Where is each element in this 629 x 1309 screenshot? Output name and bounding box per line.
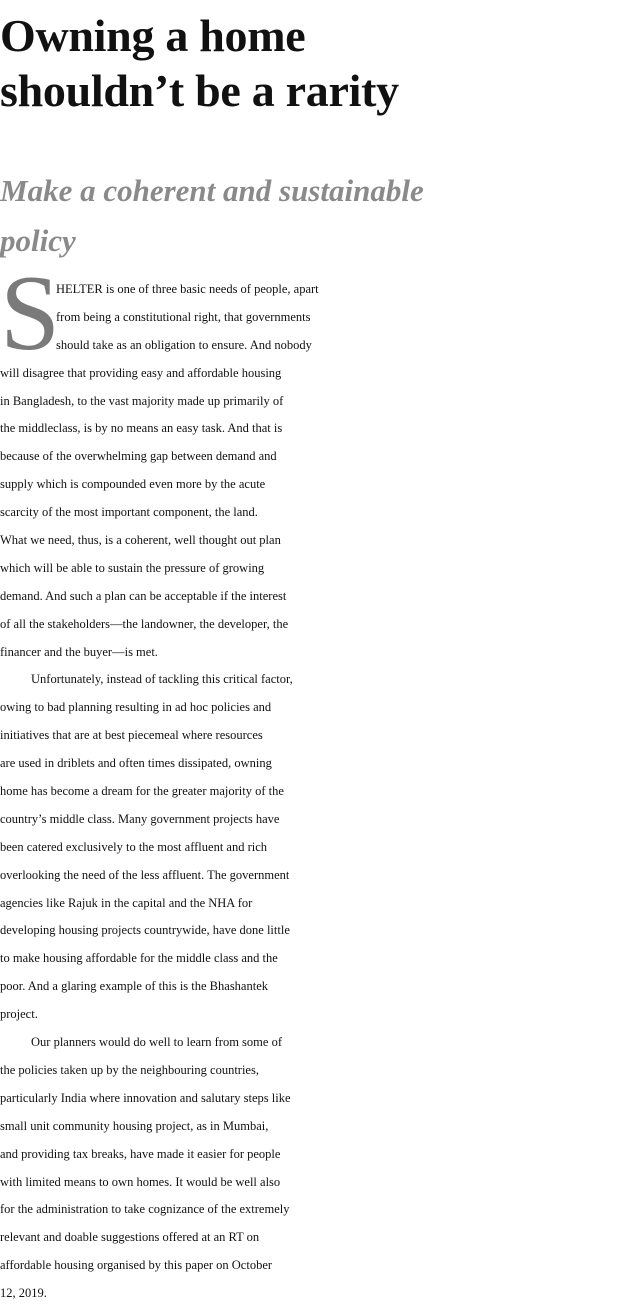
body-line: which will be able to sustain the pressure of growing bbox=[0, 560, 265, 575]
body-line: 12, 2019. bbox=[0, 1286, 47, 1301]
body-line: HELTER is one of three basic needs of people, apart bbox=[56, 282, 319, 296]
paragraph-1 bbox=[0, 276, 629, 666]
headline-line: shouldn’t be a rarity bbox=[0, 65, 399, 116]
body-line: to make housing affordable for the middle class and the bbox=[0, 951, 278, 966]
body-line: are used in driblets and often times dissipated, owning bbox=[0, 756, 272, 771]
body-line: financer and the buyer—is met. bbox=[0, 644, 158, 659]
body-line: owing to bad planning resulting in ad hoc policies and bbox=[0, 700, 272, 715]
body-line: scarcity of the most important component, the land. bbox=[0, 505, 258, 520]
body-line: of all the stakeholders—the landowner, the developer, the bbox=[0, 616, 289, 631]
body-line: in Bangladesh, to the vast majority made up primarily of bbox=[0, 393, 284, 408]
body-line: demand. And such a plan can be acceptable if the interest bbox=[0, 588, 287, 603]
body-line: developing housing projects countrywide, have done little bbox=[0, 923, 290, 938]
body-line: country’s middle class. Many government projects have bbox=[0, 811, 280, 826]
body-line: and providing tax breaks, have made it easier for people bbox=[0, 1146, 281, 1161]
body-line: supply which is compounded even more by the acute bbox=[0, 477, 266, 492]
subheadline-line: policy bbox=[0, 223, 76, 258]
body-line: from being a constitutional right, that governments bbox=[56, 309, 311, 324]
body-line: with limited means to own homes. It would be well also bbox=[0, 1174, 281, 1189]
body-line: the middleclass, is by no means an easy task. And that is bbox=[0, 421, 283, 436]
body-line: will disagree that providing easy and affordable housing bbox=[0, 365, 282, 380]
body-line: project. bbox=[0, 1007, 38, 1022]
article-body bbox=[0, 276, 629, 1308]
body-line: because of the overwhelming gap between demand and bbox=[0, 449, 277, 464]
body-line: initiatives that are at best piecemeal where resources bbox=[0, 728, 263, 743]
body-line: small unit community housing project, as in Mumbai, bbox=[0, 1118, 269, 1133]
body-line: should take as an obligation to ensure. And nobody bbox=[56, 337, 312, 352]
body-line: relevant and doable suggestions offered at an RT on bbox=[0, 1230, 260, 1245]
body-line: agencies like Rajuk in the capital and the NHA for bbox=[0, 895, 253, 910]
body-line: Unfortunately, instead of tackling this critical factor, bbox=[31, 672, 293, 687]
headline-line: Owning a home bbox=[0, 10, 306, 61]
paragraph-2 bbox=[0, 666, 629, 1029]
paragraph-3 bbox=[0, 1029, 629, 1308]
body-line: affordable housing organised by this paper on October bbox=[0, 1258, 273, 1273]
subheadline-line: Make a coherent and sustainable bbox=[0, 173, 424, 208]
body-line: home has become a dream for the greater majority of the bbox=[0, 784, 284, 799]
body-line: particularly India where innovation and salutary steps like bbox=[0, 1090, 291, 1105]
body-line: overlooking the need of the less affluent. The government bbox=[0, 867, 290, 882]
body-line: Our planners would do well to learn from some of bbox=[31, 1035, 282, 1050]
body-line: for the administration to take cognizance of the extremely bbox=[0, 1202, 290, 1217]
drop-cap: S bbox=[0, 254, 61, 373]
body-line: poor. And a glaring example of this is the Bhashantek bbox=[0, 979, 269, 994]
body-line: What we need, thus, is a coherent, well thought out plan bbox=[0, 533, 281, 548]
body-line: the policies taken up by the neighbouring countries, bbox=[0, 1062, 259, 1077]
body-line: been catered exclusively to the most affluent and rich bbox=[0, 839, 268, 854]
headline bbox=[0, 8, 629, 118]
subheadline bbox=[0, 166, 629, 266]
